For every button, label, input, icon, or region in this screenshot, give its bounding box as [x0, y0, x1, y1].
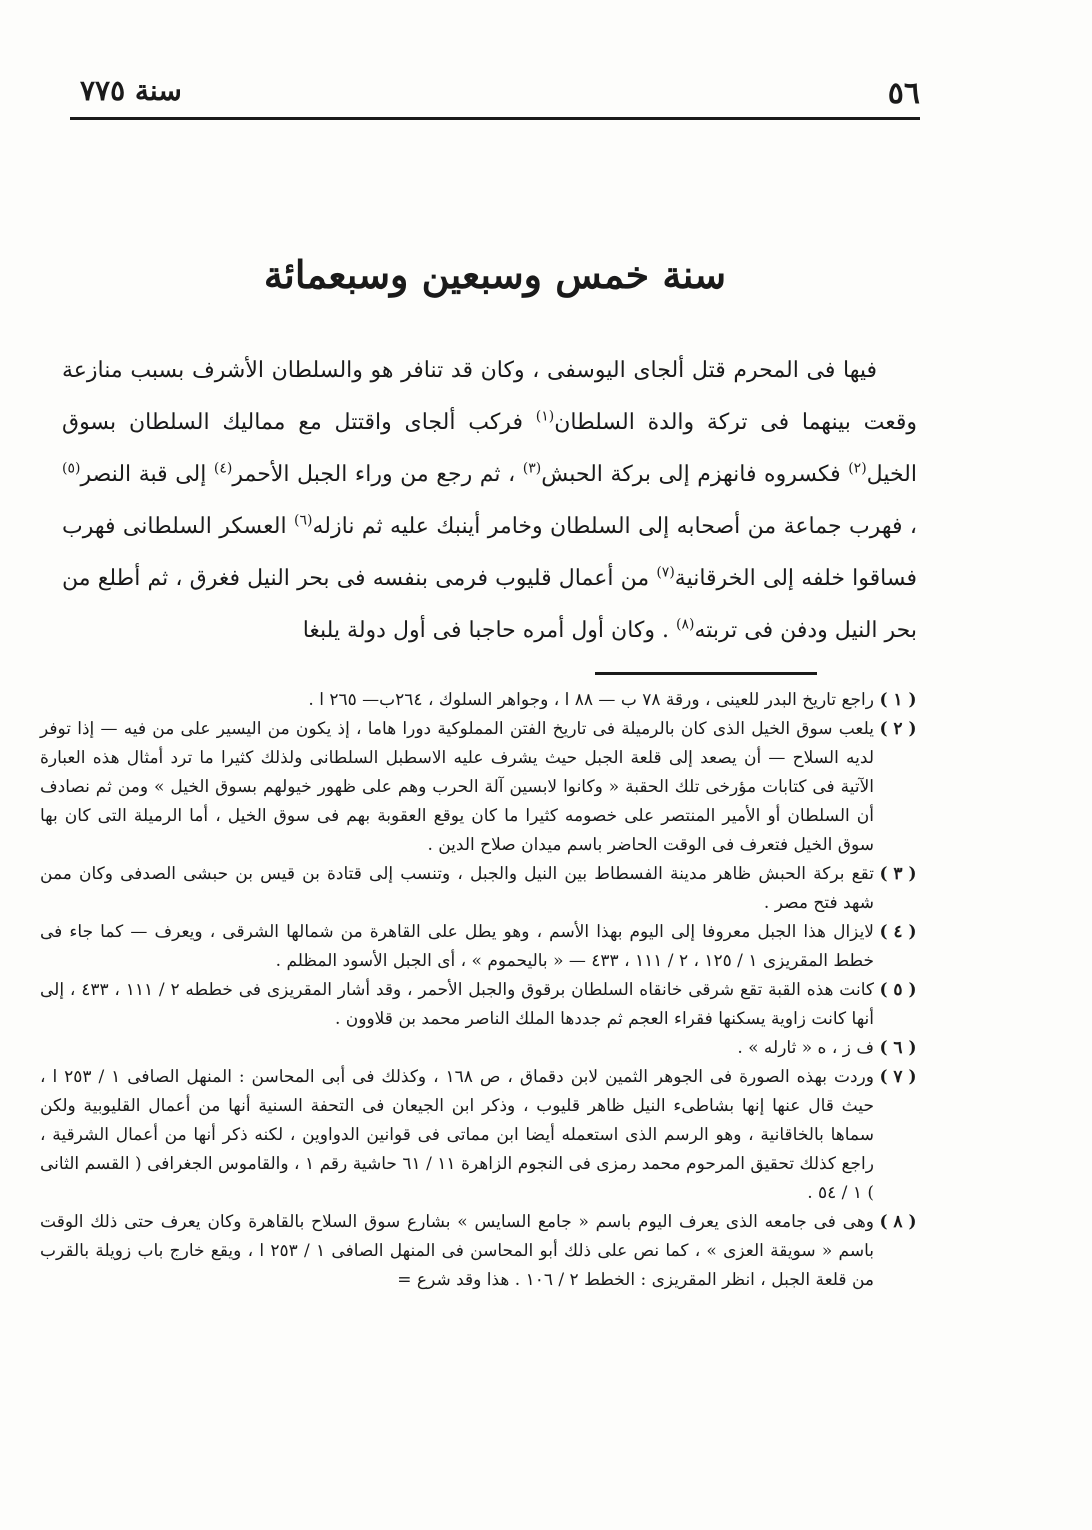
text-segment: فيها فى المحرم قتل ألجاى اليوسفى ، وكان قد تنافر هو والسلطان الأشرف بسبب منازعة وقعت بينهما فى تركة والدة السلطان — [62, 358, 917, 435]
footnote — [40, 1034, 920, 1063]
text-segment: فكسروه فانهزم إلى بركة الحبش — [541, 462, 849, 487]
footnote — [40, 976, 920, 1034]
running-title: سنة ٧٧٥ — [80, 74, 182, 107]
footnote-ref: (٨) — [675, 616, 695, 633]
footnote — [40, 918, 920, 976]
footnote — [40, 860, 920, 918]
footnote — [40, 715, 920, 860]
text-segment: إلى قبة النصر — [80, 462, 214, 487]
text-segment: . وكان أول أمره حاجبا فى أول دولة يلبغا — [302, 618, 676, 643]
text-segment: ، فهرب جماعة من أصحابه إلى السلطان وخامر أينبك عليه ثم نازله — [312, 514, 917, 539]
footnote-text: ف ز ، ه « ثارله » . — [737, 1038, 874, 1058]
page-number: ٥٦ — [887, 76, 920, 111]
footnote-text: وهى فى جامعه الذى يعرف اليوم باسم « جامع السايس » بشارع سوق السلاح بالقاهرة وكان يعرف حتى ذلك الوقت باسم « سويقة العزى » ، كما نص على ذلك أبو المحاسن فى المنهل الصافى ١ / ٢٥٣ ا ، ويقع خارج باب زويلة بالقرب من قلعة الجبل ، انظر المقريزى : الخطط ٢ / ١٠٦ . هذا وقد شرع = — [40, 1212, 874, 1290]
footnote-text: راجع تاريخ البدر للعينى ، ورقة ٧٨ ب — ٨٨ ا ، وجواهر السلوك ، ٢٦٤ب— ٢٦٥ ا . — [308, 690, 874, 710]
footnote-ref: (١) — [535, 408, 555, 425]
footnote-ref: (٤) — [213, 460, 233, 477]
footnote-number: ( ١ ) — [879, 690, 917, 710]
chapter-title: سنة خمس وسبعين وسبعمائة — [263, 252, 727, 297]
footnote — [40, 686, 920, 715]
text-segment: ، ثم رجع من وراء الجبل الأحمر — [232, 462, 523, 487]
footnote-text: لايزال هذا الجبل معروفا إلى اليوم بهذا الأسم ، وهو يطل على القاهرة من شمالها الشرقى ، ويعرف — كما جاء فى خطط المقريزى ١ / ١٢٥ ، ٢ / ١١١ ، ٤٣٣ — « باليحموم » ، أى الجبل الأسود المظلم . — [40, 922, 874, 971]
footnote-ref: (٢) — [848, 460, 867, 477]
footnote-number: ( ٤ ) — [879, 922, 917, 942]
footnote-text: وردت بهذه الصورة فى الجوهر الثمين لابن دقماق ، ص ١٦٨ ، وكذلك فى أبى المحاسن : المنهل الصافى ١ / ٢٥٣ ا ، حيث قال عنها إنها بشاطىء النيل ظاهر قليوب ، وذكر ابن الجيعان فى التحفة السنية أنها من أعمال القليوبية ولكن سماها بالخاقانية ، وهو الرسم الذى استعمله أيضا ابن مماتى فى قوانين الدواوين ، لكنه ذكر أنها من أعمال الشرقية ، راجع كذلك تحقيق المرحوم محمد رمزى فى النجوم الزاهرة ١١ / ٦١ حاشية رقم ١ ، والقاموس الجغرافى ( القسم الثانى ) ١ / ٥٤ . — [40, 1067, 874, 1203]
footnote-ref: (٦) — [294, 512, 313, 529]
footnotes — [40, 686, 920, 1295]
footnote-text: يلعب سوق الخيل الذى كان بالرميلة فى تاريخ الفتن المملوكية دورا هاما ، إذ يكون من اليسير على من فيه — إذا توفر لديه السلاح — أن يصعد إلى قلعة الجبل حيث يشرف عليه الاسطبل السلطانى ولذلك كثيرا ما ترد أمثال هذه العبارة الآتية فى كتابات مؤرخى تلك الحقبة « وكانوا لابسين آلة الحرب وهم على ظهور خيولهم بسوق الخيل » ومن ثم نصادف أن السلطان أو الأمير المنتصر على خصومه كثيرا ما كان يوقع العقوبة بهم فى سوق الخيل ، أما الرميلة التى كان بها سوق الخيل فتعرف فى الوقت الحاضر باسم ميدان صلاح الدين . — [40, 719, 874, 855]
footnote — [40, 1063, 920, 1208]
page-header — [70, 72, 920, 112]
footnote-text: كانت هذه القبة تقع شرقى خانقاه السلطان برقوق والجبل الأحمر ، وقد أشار المقريزى فى خططه ٢ / ١١١ ، ٤٣٣ ، إلى أنها كانت زاوية يسكنها فقراء العجم ثم جددها الملك الناصر محمد بن قلاوون . — [40, 980, 874, 1029]
text-segment: من أعمال قليوب فرمى بنفسه فى بحر النيل فغرق ، ثم أطلع من بحر النيل ودفن فى تربته — [62, 566, 917, 643]
footnote-ref: (٣) — [522, 460, 542, 477]
footnote-ref: (٧) — [656, 564, 675, 581]
main-paragraph — [62, 345, 917, 657]
footnote-number: ( ٦ ) — [879, 1038, 917, 1058]
footnote-ref: (٥) — [62, 460, 81, 477]
text-segment: فركب ألجاى واقتتل مع مماليك السلطان بسوق الخيل — [62, 410, 917, 487]
footnotes-rule — [595, 672, 817, 675]
footnote-number: ( ٣ ) — [879, 864, 917, 884]
footnote — [40, 1208, 920, 1295]
header-rule — [70, 117, 920, 120]
text-segment: العسكر السلطانى فهرب فساقوا خلفه إلى الخرقانية — [62, 514, 917, 591]
footnote-number: ( ٢ ) — [879, 719, 917, 739]
footnote-text: تقع بركة الحبش ظاهر مدينة الفسطاط بين النيل والجبل ، وتنسب إلى قتادة بن قيس بن حبشى الصدفى وكان ممن شهد فتح مصر . — [40, 864, 874, 913]
footnote-number: ( ٧ ) — [879, 1067, 917, 1087]
footnote-number: ( ٨ ) — [879, 1212, 917, 1232]
footnote-number: ( ٥ ) — [879, 980, 917, 1000]
